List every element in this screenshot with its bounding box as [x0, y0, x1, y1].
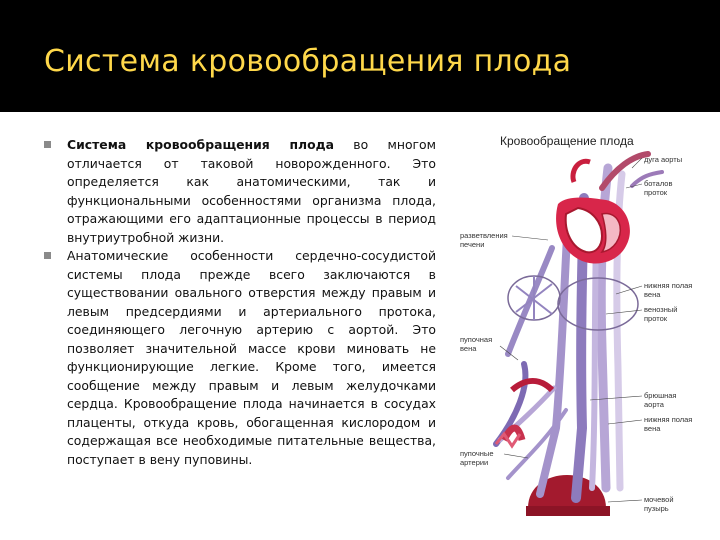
label-hepatic-branches: разветвления печени [460, 231, 508, 249]
label-abdominal-aorta: брюшная аорта [644, 391, 677, 409]
umbilical-tube [512, 381, 552, 390]
label-bladder: мочевой пузырь [644, 495, 674, 513]
fetal-circulation-figure [456, 128, 704, 532]
bullet-marker-icon [44, 141, 51, 148]
pulmonary-vessel [573, 161, 590, 182]
bullet-lead: Система кровообращения плода [67, 137, 334, 152]
slide-content [0, 112, 720, 540]
umbilical-artery-right [592, 238, 596, 488]
slide-title: Система кровообращения плода [44, 44, 572, 79]
label-ivc-lower: нижняя полая вена [644, 415, 693, 433]
figure-title: Кровообращение плода [500, 134, 634, 148]
bullet-list [44, 136, 436, 469]
bullet-item [44, 136, 436, 247]
label-aortic-arch: дуга аорты [644, 155, 683, 164]
label-ductus-venosus: венозный проток [644, 305, 678, 323]
label-umbilical-arteries: пупочные артерии [460, 449, 494, 467]
vessel-branch [508, 410, 566, 478]
label-ivc: нижняя полая вена [644, 281, 693, 299]
bullet-text: во многом отличается от таковой новорожденного. Это определяется как анатомическими, так и функциональными особенностями организма плода, отражающими его адаптационные процессы в период внутриутробной жизни. [67, 137, 436, 245]
bladder-base [526, 506, 610, 516]
label-ductus-arteriosus: боталов проток [644, 179, 673, 197]
bullet-text: Анатомические особенности сердечно-сосудистой системы плода прежде всего заключаются в существовании овального отверстия между правым и левым предсердиями и артериального протока, соединяющего легочную артерию с аортой. Это позволяет значительной массе крови миновать не функционирующие легкие. Кроме того, имеется сообщение между правым и левым желудочками сердца. Кровообращение плода начинается в сосудах плаценты, откуда кровь, обогащенная кислородом и содержащая все необходимые питательные вещества, поступает в вену пуповины. [67, 248, 436, 467]
bullet-item [44, 247, 436, 469]
bullet-marker-icon [44, 252, 51, 259]
label-umbilical-vein: пупочная вена [460, 335, 493, 353]
title-bar [0, 0, 720, 112]
